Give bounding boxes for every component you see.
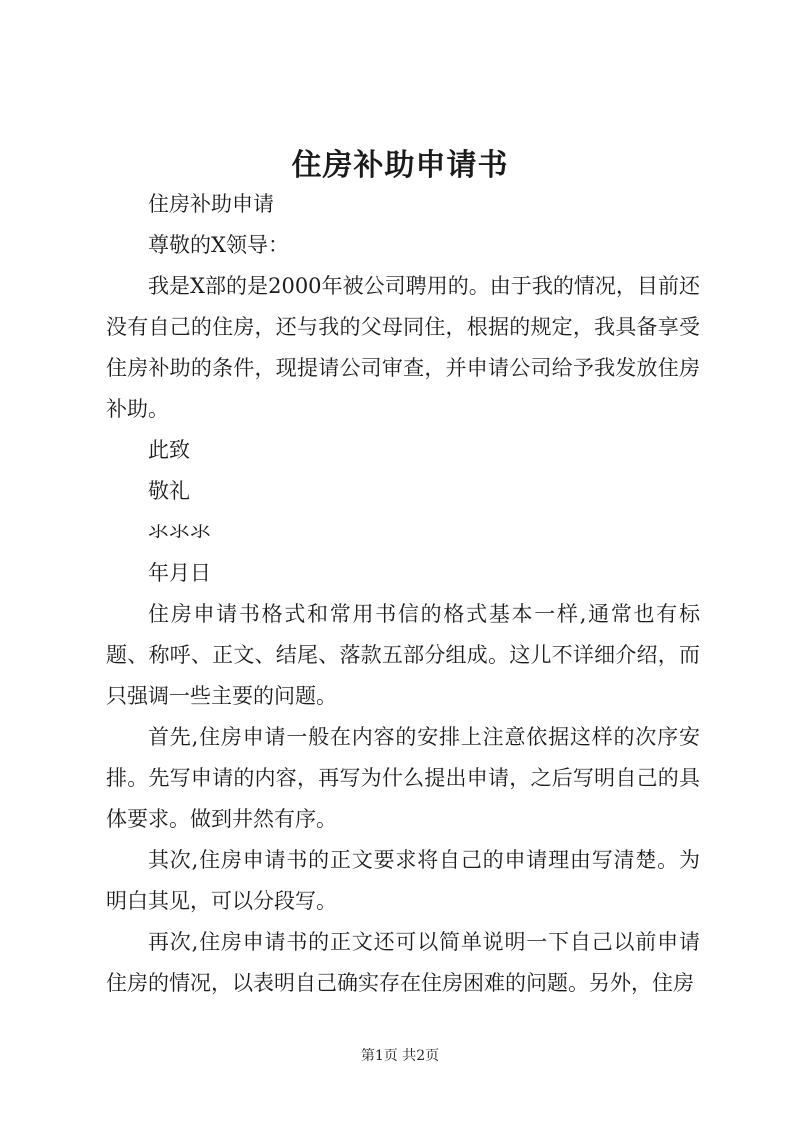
document-title: 住房补助申请书 xyxy=(291,148,509,183)
paragraph-format-intro: 住房申请书格式和常用书信的格式基本一样,通常也有标题、称呼、正文、结尾、落款五部分组成。这儿不详细介绍，而只强调一些主要的问题。 xyxy=(106,602,700,708)
paragraph-subject: 住房补助申请 xyxy=(148,192,274,216)
paragraph-date: 年月日 xyxy=(148,561,211,585)
document-body xyxy=(106,184,700,1004)
paragraph-signature: 氺氺氺 xyxy=(148,520,211,544)
paragraph-first-point: 首先,住房申请一般在内容的安排上注意依据这样的次序安排。先写申请的内容，再写为什么提出申请，之后写明自己的具体要求。做到井然有序。 xyxy=(106,725,700,831)
paragraph-third-point: 再次,住房申请书的正文还可以简单说明一下自己以前申请住房的情况，以表明自己确实存在住房困难的问题。另外，住房 xyxy=(106,930,700,995)
paragraph-salutation: 尊敬的X领导： xyxy=(148,233,289,257)
paragraph-second-point: 其次,住房申请书的正文要求将自己的申请理由写清楚。为明白其见，可以分段写。 xyxy=(106,848,700,913)
paragraph-closing-2: 敬礼 xyxy=(148,479,190,503)
page-footer: 第1页 共2页 xyxy=(360,1048,440,1064)
paragraph-closing-1: 此致 xyxy=(148,438,190,462)
paragraph-request: 我是X部的是2000年被公司聘用的。由于我的情况，目前还没有自己的住房，还与我的父母同住，根据的规定，我具备享受住房补助的条件，现提请公司审查，并申请公司给予我发放住房补助。 xyxy=(106,274,700,421)
